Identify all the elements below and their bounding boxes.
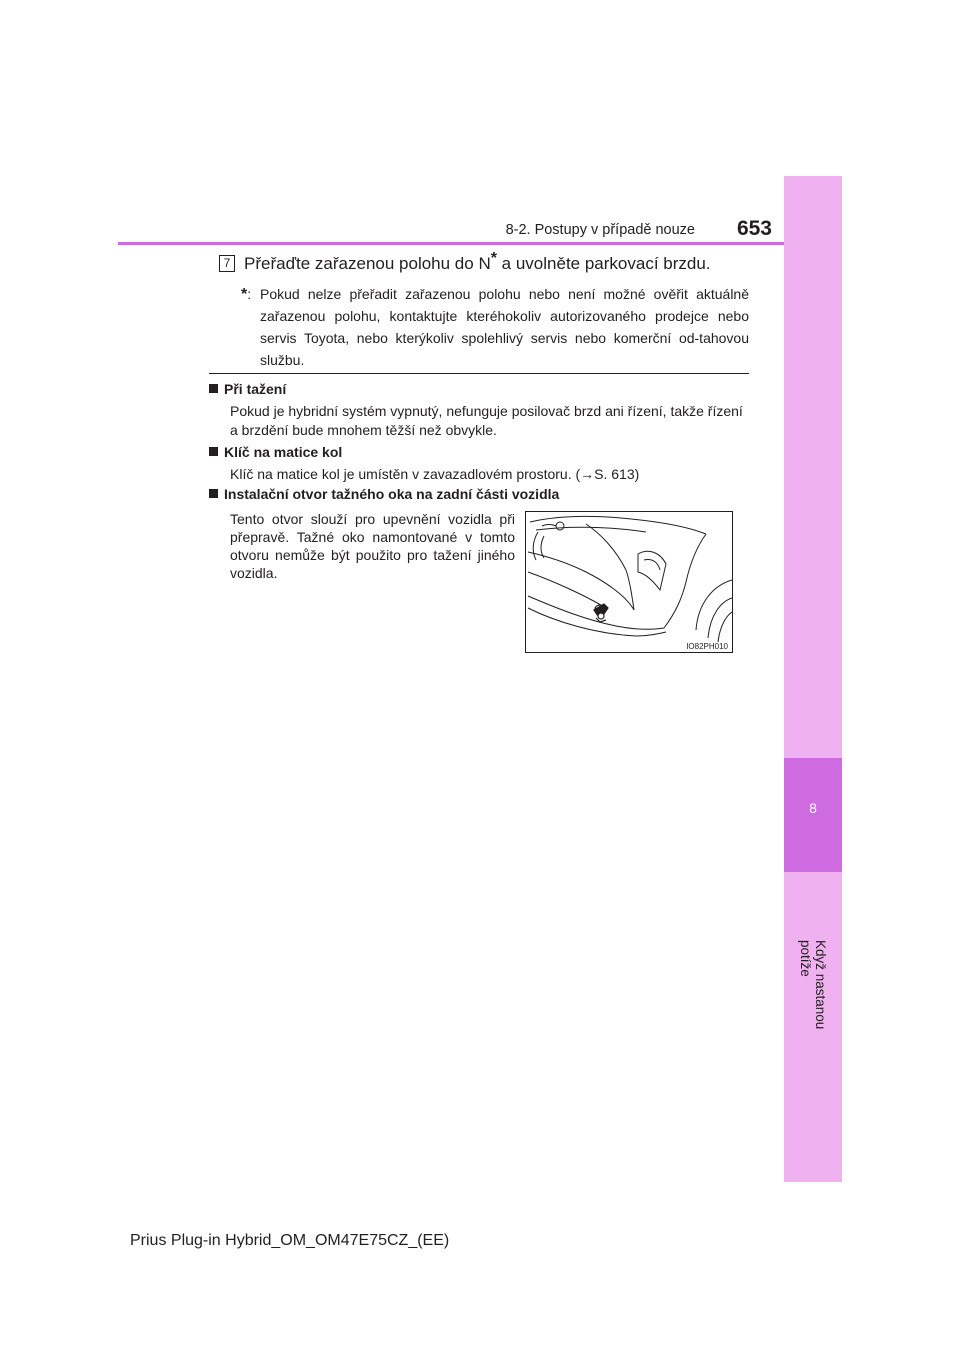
step-text-before: Přeřaďte zařazenou polohu do N: [244, 254, 491, 273]
header-section-title: 8-2. Postupy v případě nouze: [505, 222, 695, 238]
section-heading-text: Klíč na matice kol: [224, 444, 343, 460]
bullet-square-icon: [209, 447, 218, 456]
header-rule: [118, 242, 784, 245]
bullet-square-icon: [209, 489, 218, 498]
section-text-towing: Pokud je hybridní systém vypnutý, nefunguje posilovač brzd ani řízení, takže řízení a brzdění bude mnohem těžší než obvykle.: [230, 403, 743, 438]
step-text-after: a uvolněte parkovací brzdu.: [496, 254, 711, 273]
step-number-badge: 7: [219, 255, 235, 272]
section-heading-text: Při tažení: [224, 381, 287, 397]
section-divider: [209, 373, 749, 374]
page-reference-arrow-icon: →: [580, 466, 595, 482]
figure-code: IO82PH010: [686, 642, 728, 651]
step-asterisk: *: [490, 250, 497, 267]
section-heading-text: Instalační otvor tažného oka na zadní části vozidla: [224, 486, 560, 502]
bullet-square-icon: [209, 384, 218, 393]
page-reference: S. 613): [594, 466, 640, 482]
footnote: [241, 283, 749, 371]
footnote-mark: [241, 283, 251, 306]
section-heading-towing-eyelet-hole: [209, 486, 559, 502]
page-number: 653: [736, 217, 772, 240]
rear-bumper-illustration: [525, 511, 733, 653]
section-text-towing-eyelet-hole: Tento otvor slouží pro upevnění vozidla při přepravě. Tažné oko namontované v tomto otvoru nemůže být použito pro tažení jiného vozidla.: [230, 511, 515, 581]
chapter-number: 8: [809, 800, 817, 816]
footer-document-title: Prius Plug-in Hybrid_OM_OM47E75CZ_(EE): [130, 1232, 450, 1249]
rear-bumper-drawing: [526, 512, 732, 652]
footnote-asterisk: *: [241, 286, 248, 303]
section-heading-wheel-nut-wrench: [209, 444, 342, 460]
wrench-location-text: Klíč na matice kol je umístěn v zavazadlovém prostoru. (: [230, 466, 581, 482]
footnote-text: Pokud nelze přeřadit zařazenou polohu nebo není možné ověřit aktuálně zařazenou polohu, kontaktujte kteréhokoliv autorizovaného prodejce nebo servis Toyota, nebo kterýkoliv spolehlivý servis nebo komerční od-tahovou službu.: [260, 286, 749, 368]
section-text-wheel-nut-wrench: [230, 465, 750, 484]
chapter-title: Když nastanou potíže: [798, 940, 828, 1030]
footnote-colon: :: [247, 286, 252, 302]
section-heading-towing: [209, 381, 286, 397]
step-instruction: [244, 250, 711, 274]
